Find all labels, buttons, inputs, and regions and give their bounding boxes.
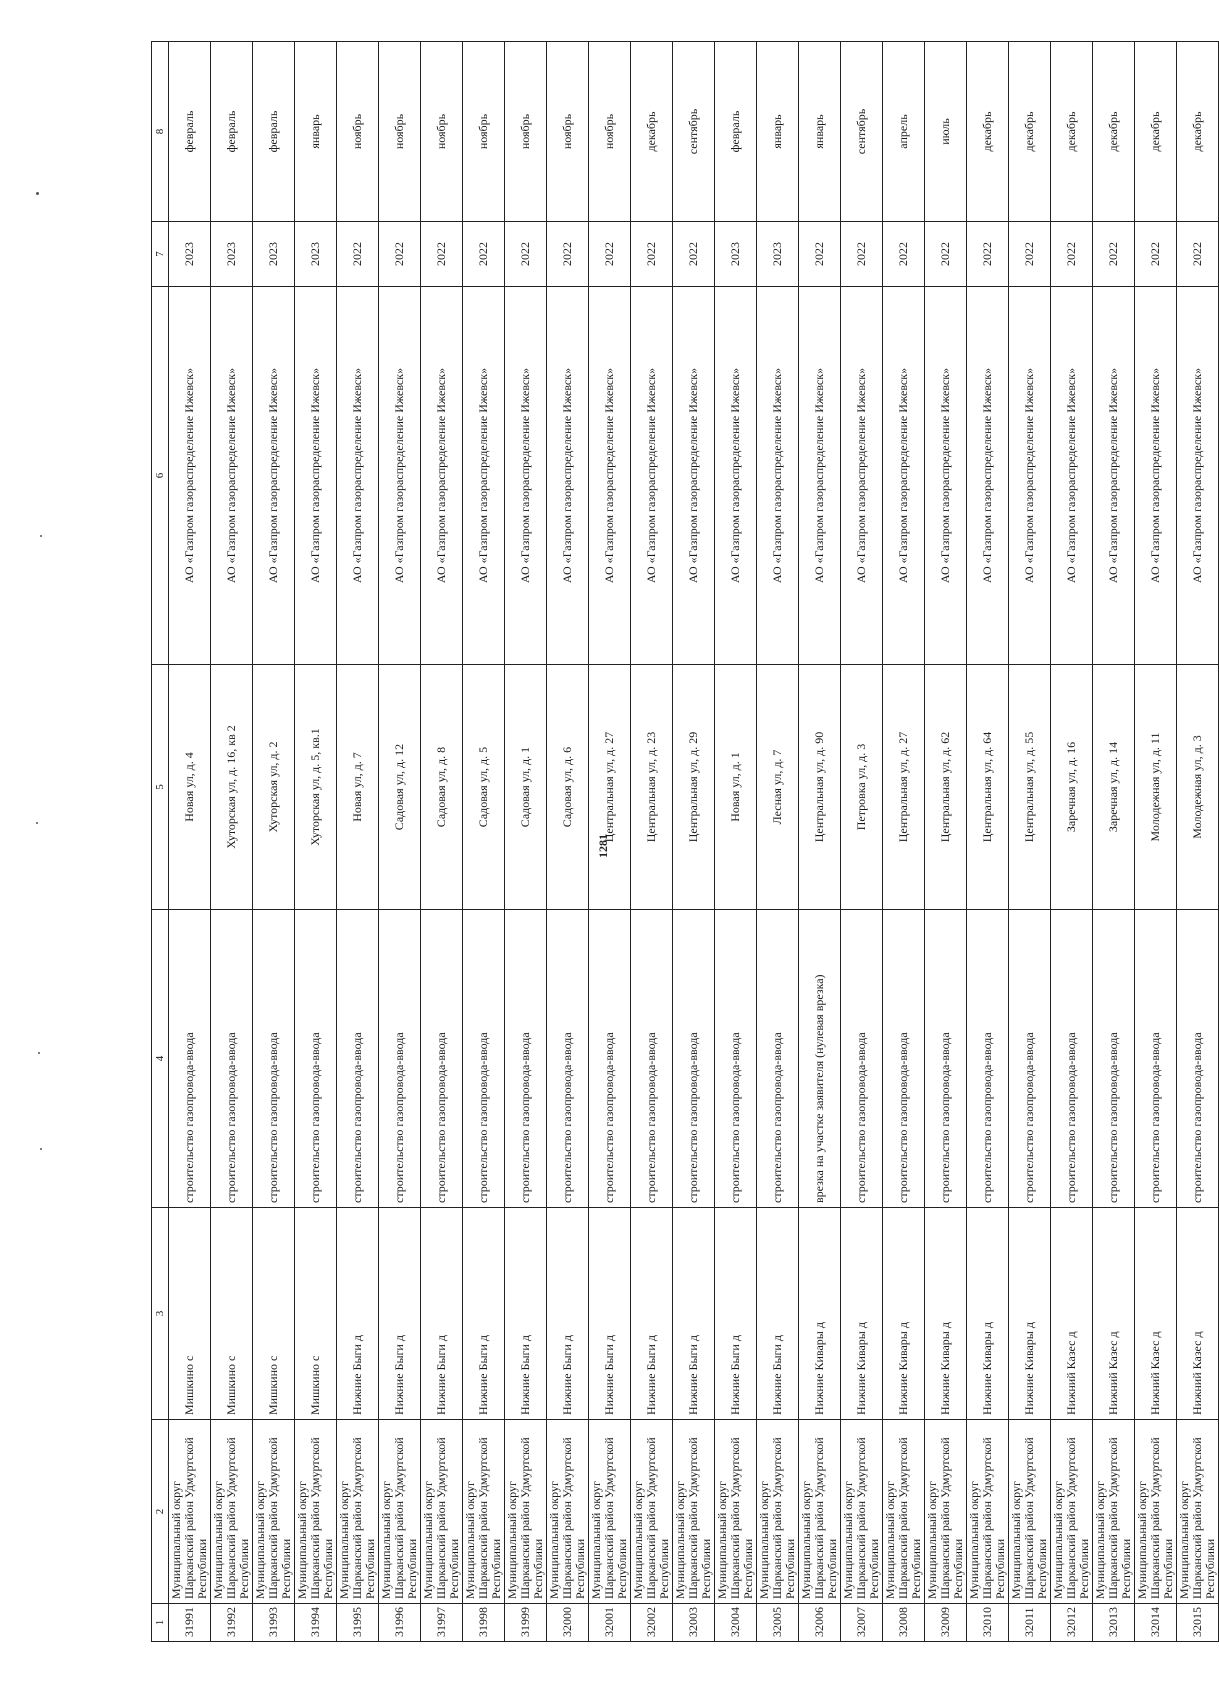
settlement-cell: Нижний Казес д — [1135, 1208, 1177, 1420]
organization-cell: АО «Газпром газораспределение Ижевск» — [883, 287, 925, 665]
table-row — [253, 42, 295, 1642]
month-cell: ноябрь — [589, 42, 631, 222]
table-row — [421, 42, 463, 1642]
address-cell: Садовая ул, д. 8 — [421, 665, 463, 910]
address-cell: Центральная ул, д. 55 — [1009, 665, 1051, 910]
row-id-cell: 32001 — [589, 1604, 631, 1642]
organization-cell: АО «Газпром газораспределение Ижевск» — [757, 287, 799, 665]
row-id-cell: 32002 — [631, 1604, 673, 1642]
month-cell: сентябрь — [841, 42, 883, 222]
district-cell: Муниципальный округ Шарканский район Удмуртской Республики — [757, 1420, 799, 1604]
district-cell: Муниципальный округ Шарканский район Удмуртской Республики — [1135, 1420, 1177, 1604]
year-cell: 2022 — [673, 222, 715, 287]
work-type-cell: врезка на участке заявителя (нулевая врезка) — [799, 910, 841, 1208]
district-cell: Муниципальный округ Шарканский район Удмуртской Республики — [631, 1420, 673, 1604]
settlement-cell: Мишкино с — [169, 1208, 211, 1420]
work-type-cell: строительство газопровода-ввода — [1135, 910, 1177, 1208]
address-cell: Центральная ул, д. 27 — [883, 665, 925, 910]
settlement-cell: Нижние Кивары д — [925, 1208, 967, 1420]
table-row — [1135, 42, 1177, 1642]
settlement-cell: Нижние Быги д — [715, 1208, 757, 1420]
district-cell: Муниципальный округ Шарканский район Удмуртской Республики — [505, 1420, 547, 1604]
organization-cell: АО «Газпром газораспределение Ижевск» — [1009, 287, 1051, 665]
address-cell: Центральная ул, д. 90 — [799, 665, 841, 910]
organization-cell: АО «Газпром газораспределение Ижевск» — [673, 287, 715, 665]
address-cell: Хуторская ул, д. 5, кв.1 — [295, 665, 337, 910]
column-header-2: 2 — [152, 1420, 169, 1604]
address-cell: Новая ул, д. 7 — [337, 665, 379, 910]
row-id-cell: 31997 — [421, 1604, 463, 1642]
table-row — [1093, 42, 1135, 1642]
district-cell: Муниципальный округ Шарканский район Удмуртской Республики — [1009, 1420, 1051, 1604]
month-cell: январь — [757, 42, 799, 222]
organization-cell: АО «Газпром газораспределение Ижевск» — [421, 287, 463, 665]
month-cell: декабрь — [1177, 42, 1219, 222]
work-type-cell: строительство газопровода-ввода — [715, 910, 757, 1208]
month-cell: ноябрь — [337, 42, 379, 222]
year-cell: 2023 — [211, 222, 253, 287]
month-cell: декабрь — [1135, 42, 1177, 222]
organization-cell: АО «Газпром газораспределение Ижевск» — [841, 287, 883, 665]
settlement-cell: Нижние Быги д — [547, 1208, 589, 1420]
organization-cell: АО «Газпром газораспределение Ижевск» — [463, 287, 505, 665]
organization-cell: АО «Газпром газораспределение Ижевск» — [337, 287, 379, 665]
address-cell: Заречная ул, д. 14 — [1093, 665, 1135, 910]
work-type-cell: строительство газопровода-ввода — [463, 910, 505, 1208]
organization-cell: АО «Газпром газораспределение Ижевск» — [631, 287, 673, 665]
row-id-cell: 31996 — [379, 1604, 421, 1642]
settlement-cell: Нижние Быги д — [421, 1208, 463, 1420]
district-cell: Муниципальный округ Шарканский район Удмуртской Республики — [799, 1420, 841, 1604]
row-id-cell: 31999 — [505, 1604, 547, 1642]
settlement-cell: Нижние Быги д — [505, 1208, 547, 1420]
settlement-cell: Нижний Казес д — [1177, 1208, 1219, 1420]
district-cell: Муниципальный округ Шарканский район Удмуртской Республики — [547, 1420, 589, 1604]
district-cell: Муниципальный округ Шарканский район Удмуртской Республики — [841, 1420, 883, 1604]
month-cell: апрель — [883, 42, 925, 222]
settlement-cell: Нижний Казес д — [1093, 1208, 1135, 1420]
month-cell: декабрь — [1051, 42, 1093, 222]
year-cell: 2022 — [589, 222, 631, 287]
organization-cell: АО «Газпром газораспределение Ижевск» — [715, 287, 757, 665]
row-id-cell: 32006 — [799, 1604, 841, 1642]
address-cell: Садовая ул, д. 6 — [547, 665, 589, 910]
work-type-cell: строительство газопровода-ввода — [1051, 910, 1093, 1208]
table-row — [463, 42, 505, 1642]
table-row — [967, 42, 1009, 1642]
settlement-cell: Нижние Кивары д — [967, 1208, 1009, 1420]
month-cell: декабрь — [1093, 42, 1135, 222]
year-cell: 2022 — [967, 222, 1009, 287]
scan-speck — [40, 1148, 42, 1150]
address-cell: Центральная ул, д. 64 — [967, 665, 1009, 910]
district-cell: Муниципальный округ Шарканский район Удмуртской Республики — [673, 1420, 715, 1604]
address-cell: Центральная ул, д. 62 — [925, 665, 967, 910]
table-row — [799, 42, 841, 1642]
year-cell: 2022 — [1135, 222, 1177, 287]
month-cell: ноябрь — [421, 42, 463, 222]
organization-cell: АО «Газпром газораспределение Ижевск» — [1051, 287, 1093, 665]
address-cell: Новая ул, д. 1 — [715, 665, 757, 910]
table-row — [925, 42, 967, 1642]
year-cell: 2023 — [757, 222, 799, 287]
row-id-cell: 32014 — [1135, 1604, 1177, 1642]
address-cell: Молодежная ул, д. 3 — [1177, 665, 1219, 910]
table-row — [337, 42, 379, 1642]
gas-connection-table — [151, 41, 1219, 1642]
settlement-cell: Нижние Кивары д — [799, 1208, 841, 1420]
district-cell: Муниципальный округ Шарканский район Удмуртской Республики — [715, 1420, 757, 1604]
settlement-cell: Нижние Быги д — [337, 1208, 379, 1420]
year-cell: 2022 — [799, 222, 841, 287]
organization-cell: АО «Газпром газораспределение Ижевск» — [379, 287, 421, 665]
address-cell: Заречная ул, д. 16 — [1051, 665, 1093, 910]
organization-cell: АО «Газпром газораспределение Ижевск» — [589, 287, 631, 665]
month-cell: февраль — [169, 42, 211, 222]
table-row — [1009, 42, 1051, 1642]
table-row — [1177, 42, 1219, 1642]
settlement-cell: Нижние Быги д — [379, 1208, 421, 1420]
work-type-cell: строительство газопровода-ввода — [547, 910, 589, 1208]
header-row — [152, 42, 169, 1642]
year-cell: 2022 — [337, 222, 379, 287]
year-cell: 2022 — [379, 222, 421, 287]
work-type-cell: строительство газопровода-ввода — [589, 910, 631, 1208]
address-cell: Молодежная ул, д. 11 — [1135, 665, 1177, 910]
row-id-cell: 31991 — [169, 1604, 211, 1642]
district-cell: Муниципальный округ Шарканский район Удмуртской Республики — [253, 1420, 295, 1604]
work-type-cell: строительство газопровода-ввода — [1177, 910, 1219, 1208]
month-cell: июль — [925, 42, 967, 222]
year-cell: 2023 — [169, 222, 211, 287]
month-cell: декабрь — [1009, 42, 1051, 222]
address-cell: Петровка ул, д. 3 — [841, 665, 883, 910]
scan-speck — [36, 822, 38, 824]
address-cell: Центральная ул, д. 29 — [673, 665, 715, 910]
settlement-cell: Нижние Кивары д — [1009, 1208, 1051, 1420]
work-type-cell: строительство газопровода-ввода — [169, 910, 211, 1208]
work-type-cell: строительство газопровода-ввода — [421, 910, 463, 1208]
table-row — [547, 42, 589, 1642]
table-row — [379, 42, 421, 1642]
document-table-rotated — [151, 42, 1217, 1642]
work-type-cell: строительство газопровода-ввода — [1009, 910, 1051, 1208]
year-cell: 2023 — [715, 222, 757, 287]
address-cell: Хуторская ул, д. 16, кв 2 — [211, 665, 253, 910]
district-cell: Муниципальный округ Шарканский район Удмуртской Республики — [925, 1420, 967, 1604]
year-cell: 2022 — [841, 222, 883, 287]
work-type-cell: строительство газопровода-ввода — [841, 910, 883, 1208]
address-cell: Центральная ул, д. 27 — [589, 665, 631, 910]
work-type-cell: строительство газопровода-ввода — [883, 910, 925, 1208]
month-cell: ноябрь — [547, 42, 589, 222]
organization-cell: АО «Газпром газораспределение Ижевск» — [925, 287, 967, 665]
work-type-cell: строительство газопровода-ввода — [1093, 910, 1135, 1208]
column-header-5: 5 — [152, 665, 169, 910]
address-cell: Хуторская ул, д. 2 — [253, 665, 295, 910]
year-cell: 2022 — [883, 222, 925, 287]
year-cell: 2023 — [295, 222, 337, 287]
organization-cell: АО «Газпром газораспределение Ижевск» — [505, 287, 547, 665]
column-header-7: 7 — [152, 222, 169, 287]
settlement-cell: Мишкино с — [211, 1208, 253, 1420]
district-cell: Муниципальный округ Шарканский район Удмуртской Республики — [421, 1420, 463, 1604]
settlement-cell: Нижние Быги д — [631, 1208, 673, 1420]
row-id-cell: 32003 — [673, 1604, 715, 1642]
table-row — [169, 42, 211, 1642]
work-type-cell: строительство газопровода-ввода — [631, 910, 673, 1208]
table-row — [631, 42, 673, 1642]
district-cell: Муниципальный округ Шарканский район Удмуртской Республики — [379, 1420, 421, 1604]
table-row — [295, 42, 337, 1642]
row-id-cell: 32008 — [883, 1604, 925, 1642]
column-header-8: 8 — [152, 42, 169, 222]
row-id-cell: 32011 — [1009, 1604, 1051, 1642]
table-row — [1051, 42, 1093, 1642]
row-id-cell: 31993 — [253, 1604, 295, 1642]
column-header-1: 1 — [152, 1604, 169, 1642]
month-cell: сентябрь — [673, 42, 715, 222]
year-cell: 2022 — [1093, 222, 1135, 287]
organization-cell: АО «Газпром газораспределение Ижевск» — [547, 287, 589, 665]
table-row — [673, 42, 715, 1642]
page-number: 1281 — [596, 834, 610, 858]
district-cell: Муниципальный округ Шарканский район Удмуртской Республики — [589, 1420, 631, 1604]
organization-cell: АО «Газпром газораспределение Ижевск» — [169, 287, 211, 665]
table-row — [505, 42, 547, 1642]
work-type-cell: строительство газопровода-ввода — [967, 910, 1009, 1208]
address-cell: Садовая ул, д. 1 — [505, 665, 547, 910]
year-cell: 2022 — [505, 222, 547, 287]
work-type-cell: строительство газопровода-ввода — [673, 910, 715, 1208]
scan-speck — [36, 192, 39, 195]
year-cell: 2022 — [1009, 222, 1051, 287]
month-cell: февраль — [715, 42, 757, 222]
month-cell: ноябрь — [379, 42, 421, 222]
work-type-cell: строительство газопровода-ввода — [505, 910, 547, 1208]
organization-cell: АО «Газпром газораспределение Ижевск» — [1177, 287, 1219, 665]
settlement-cell: Мишкино с — [295, 1208, 337, 1420]
row-id-cell: 32015 — [1177, 1604, 1219, 1642]
row-id-cell: 32012 — [1051, 1604, 1093, 1642]
month-cell: январь — [799, 42, 841, 222]
row-id-cell: 32000 — [547, 1604, 589, 1642]
district-cell: Муниципальный округ Шарканский район Удмуртской Республики — [883, 1420, 925, 1604]
table-row — [211, 42, 253, 1642]
settlement-cell: Нижний Казес д — [1051, 1208, 1093, 1420]
work-type-cell: строительство газопровода-ввода — [295, 910, 337, 1208]
district-cell: Муниципальный округ Шарканский район Удмуртской Республики — [1051, 1420, 1093, 1604]
address-cell: Садовая ул, д. 12 — [379, 665, 421, 910]
settlement-cell: Нижние Кивары д — [841, 1208, 883, 1420]
settlement-cell: Нижние Быги д — [589, 1208, 631, 1420]
row-id-cell: 32009 — [925, 1604, 967, 1642]
settlement-cell: Мишкино с — [253, 1208, 295, 1420]
settlement-cell: Нижние Быги д — [463, 1208, 505, 1420]
district-cell: Муниципальный округ Шарканский район Удмуртской Республики — [967, 1420, 1009, 1604]
month-cell: февраль — [211, 42, 253, 222]
scan-speck — [40, 535, 42, 537]
work-type-cell: строительство газопровода-ввода — [337, 910, 379, 1208]
month-cell: декабрь — [631, 42, 673, 222]
row-id-cell: 31995 — [337, 1604, 379, 1642]
settlement-cell: Нижние Кивары д — [883, 1208, 925, 1420]
month-cell: ноябрь — [463, 42, 505, 222]
settlement-cell: Нижние Быги д — [757, 1208, 799, 1420]
table-row — [589, 42, 631, 1642]
organization-cell: АО «Газпром газораспределение Ижевск» — [1093, 287, 1135, 665]
year-cell: 2022 — [1051, 222, 1093, 287]
address-cell: Центральная ул, д. 23 — [631, 665, 673, 910]
scan-speck — [38, 1052, 40, 1054]
work-type-cell: строительство газопровода-ввода — [211, 910, 253, 1208]
year-cell: 2022 — [631, 222, 673, 287]
column-header-3: 3 — [152, 1208, 169, 1420]
address-cell: Садовая ул, д. 5 — [463, 665, 505, 910]
organization-cell: АО «Газпром газораспределение Ижевск» — [1135, 287, 1177, 665]
row-id-cell: 31992 — [211, 1604, 253, 1642]
district-cell: Муниципальный округ Шарканский район Удмуртской Республики — [1093, 1420, 1135, 1604]
month-cell: ноябрь — [505, 42, 547, 222]
month-cell: январь — [295, 42, 337, 222]
address-cell: Лесная ул, д. 7 — [757, 665, 799, 910]
year-cell: 2022 — [421, 222, 463, 287]
organization-cell: АО «Газпром газораспределение Ижевск» — [967, 287, 1009, 665]
year-cell: 2023 — [253, 222, 295, 287]
district-cell: Муниципальный округ Шарканский район Удмуртской Республики — [337, 1420, 379, 1604]
work-type-cell: строительство газопровода-ввода — [757, 910, 799, 1208]
organization-cell: АО «Газпром газораспределение Ижевск» — [295, 287, 337, 665]
work-type-cell: строительство газопровода-ввода — [925, 910, 967, 1208]
year-cell: 2022 — [547, 222, 589, 287]
row-id-cell: 32007 — [841, 1604, 883, 1642]
address-cell: Новая ул, д. 4 — [169, 665, 211, 910]
row-id-cell: 32005 — [757, 1604, 799, 1642]
settlement-cell: Нижние Быги д — [673, 1208, 715, 1420]
column-header-6: 6 — [152, 287, 169, 665]
year-cell: 2022 — [463, 222, 505, 287]
organization-cell: АО «Газпром газораспределение Ижевск» — [253, 287, 295, 665]
district-cell: Муниципальный округ Шарканский район Удмуртской Республики — [169, 1420, 211, 1604]
month-cell: февраль — [253, 42, 295, 222]
row-id-cell: 32013 — [1093, 1604, 1135, 1642]
work-type-cell: строительство газопровода-ввода — [379, 910, 421, 1208]
district-cell: Муниципальный округ Шарканский район Удмуртской Республики — [211, 1420, 253, 1604]
table-row — [883, 42, 925, 1642]
row-id-cell: 31998 — [463, 1604, 505, 1642]
row-id-cell: 32010 — [967, 1604, 1009, 1642]
table-row — [715, 42, 757, 1642]
table-row — [841, 42, 883, 1642]
month-cell: декабрь — [967, 42, 1009, 222]
year-cell: 2022 — [1177, 222, 1219, 287]
district-cell: Муниципальный округ Шарканский район Удмуртской Республики — [463, 1420, 505, 1604]
row-id-cell: 32004 — [715, 1604, 757, 1642]
district-cell: Муниципальный округ Шарканский район Удмуртской Республики — [295, 1420, 337, 1604]
organization-cell: АО «Газпром газораспределение Ижевск» — [211, 287, 253, 665]
work-type-cell: строительство газопровода-ввода — [253, 910, 295, 1208]
organization-cell: АО «Газпром газораспределение Ижевск» — [799, 287, 841, 665]
table-row — [757, 42, 799, 1642]
table-body — [169, 42, 1219, 1642]
column-header-4: 4 — [152, 910, 169, 1208]
district-cell: Муниципальный округ Шарканский район Удмуртской Республики — [1177, 1420, 1219, 1604]
row-id-cell: 31994 — [295, 1604, 337, 1642]
year-cell: 2022 — [925, 222, 967, 287]
